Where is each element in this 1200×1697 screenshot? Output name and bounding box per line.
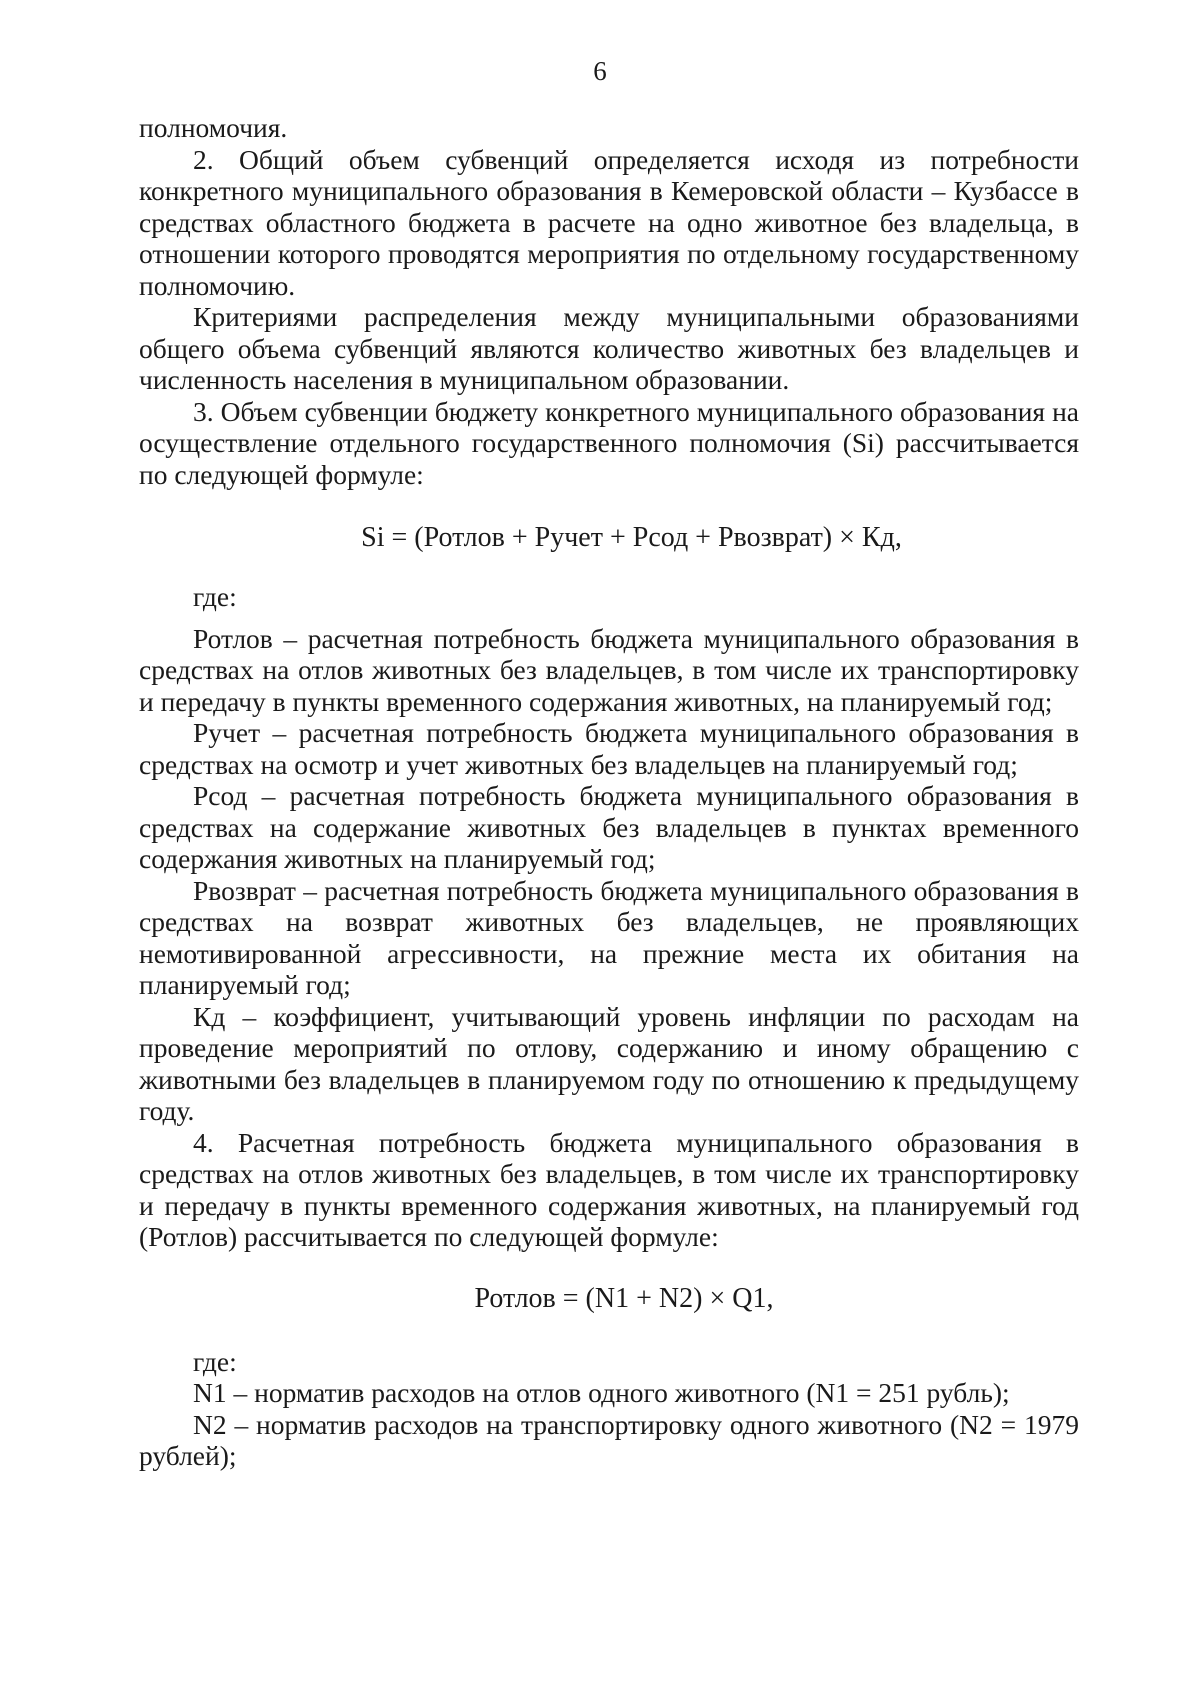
paragraph-distribution-criteria: Критериями распределения между муниципальными образованиями общего объема субвенций являются количество животных без владельцев и численность населения в муниципальном образовании.: [139, 301, 1079, 395]
where-label: где:: [193, 581, 237, 612]
paragraph-continuation: полномочия.: [139, 112, 288, 143]
page-number: 6: [593, 56, 607, 86]
paragraph-item-4: 4. Расчетная потребность бюджета муниципального образования в средствах на отлов животных без владельцев, в том числе их транспортировку и передачу в пункты временного содержания животных, на планируемый год (Ротлов) рассчитывается по следующей формуле:: [139, 1126, 1079, 1252]
document-body: [139, 112, 1079, 1472]
definition-n2: N2 – норматив расходов на транспортировку одного животного (N2 = 1979 рублей);: [139, 1408, 1079, 1471]
definition-rsod: Рсод – расчетная потребность бюджета муниципального образования в средствах на содержание животных без владельцев в пунктах временного содержания животных на планируемый год;: [139, 780, 1079, 874]
definition-n1: N1 – норматив расходов на отлов одного животного (N1 = 251 рубль);: [193, 1377, 1010, 1408]
formula-rotlov: Ротлов = (N1 + N2) × Q1,: [474, 1282, 774, 1314]
definition-kd: Кд – коэффициент, учитывающий уровень инфляции по расходам на проведение мероприятий по отлову, содержанию и иному обращению с животными без владельцев в планируемом году по отношению к предыдущему году.: [139, 1000, 1079, 1126]
paragraph-item-3: 3. Объем субвенции бюджету конкретного муниципального образования на осуществление отдельного государственного полномочия (Si) рассчитывается по следующей формуле:: [139, 395, 1079, 490]
where-label: где:: [193, 1345, 237, 1377]
paragraph-item-2: 2. Общий объем субвенций определяется исходя из потребности конкретного муниципального образования в Кемеровской области – Кузбассе в средствах областного бюджета в расчете на одно животное без владельца, в отношении которого проводятся мероприятия по отдельному государственному полномочию.: [139, 143, 1079, 301]
definition-ruchet: Ручет – расчетная потребность бюджета муниципального образования в средствах на осмотр и учет животных без владельцев на планируемый год;: [139, 717, 1079, 780]
formula-si: Si = (Ротлов + Ручет + Рсод + Рвозврат) × Кд,: [361, 522, 902, 553]
definition-rvozvrat: Рвозврат – расчетная потребность бюджета муниципального образования в средствах на возврат животных без владельцев, не проявляющих немотивированной агрессивности, на прежние места их обитания на планируемый год;: [139, 874, 1079, 1000]
definition-rotlov: Ротлов – расчетная потребность бюджета муниципального образования в средствах на отлов животных без владельцев, в том числе их транспортировку и передачу в пункты временного содержания животных, на планируемый год;: [139, 622, 1079, 717]
